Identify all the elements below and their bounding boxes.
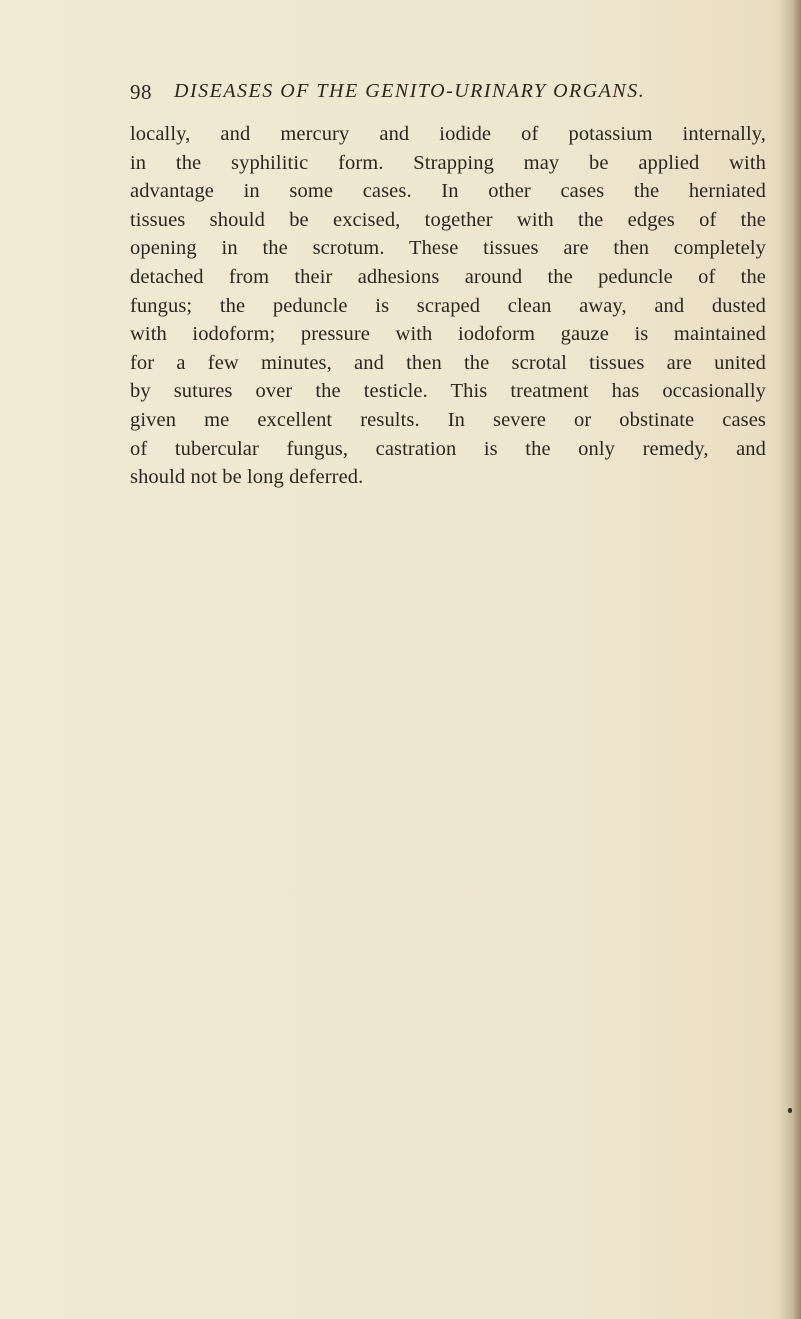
page-number: 98	[130, 80, 152, 104]
ink-speck	[788, 1108, 792, 1113]
text-line: for a few minutes, and then the scrotal tissues are united	[130, 351, 766, 374]
text-line: by sutures over the testicle. This treatment has occasionally	[130, 380, 766, 403]
text-line: with iodoform; pressure with iodoform gauze is maintained	[130, 323, 766, 346]
text-line: of tubercular fungus, castration is the only remedy, and	[130, 437, 766, 460]
text-line: in the syphilitic form. Strapping may be applied with	[130, 151, 766, 174]
text-line: locally, and mercury and iodide of potassium internally,	[130, 123, 766, 145]
text-line: tissues should be excised, together with the edges of the	[130, 208, 766, 231]
text-line: detached from their adhesions around the peduncle of the	[130, 265, 766, 288]
body-paragraph	[130, 120, 766, 492]
text-line: given me excellent results. In severe or obstinate cases	[130, 408, 766, 431]
text-line-last: should not be long deferred.	[130, 466, 364, 489]
running-head: DISEASES OF THE GENITO-URINARY ORGANS.	[174, 80, 646, 102]
text-line: fungus; the peduncle is scraped clean away, and dusted	[130, 294, 766, 317]
page-header	[130, 80, 770, 110]
page-edge-shadow	[779, 0, 801, 1319]
text-line: opening in the scrotum. These tissues are then completely	[130, 237, 766, 260]
text-line: advantage in some cases. In other cases the herniated	[130, 180, 766, 203]
